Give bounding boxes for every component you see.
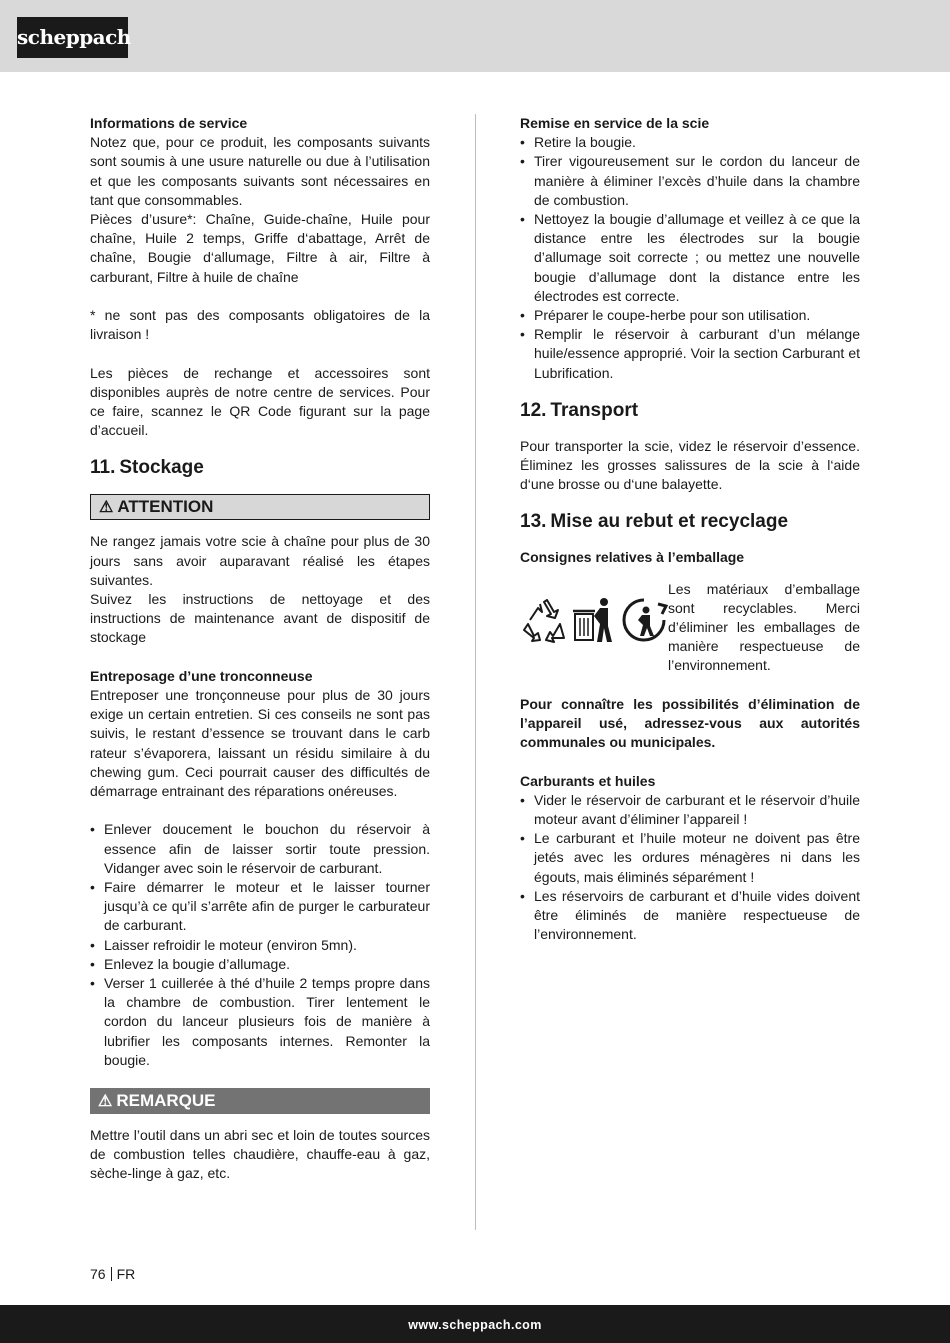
bottom-bar (0, 1305, 950, 1343)
list-item: • Préparer le coupe-herbe pour son utilisation. (520, 306, 860, 325)
brand-logo: scheppach (17, 17, 128, 58)
attention-paragraph-2: Suivez les instructions de nettoyage et des instructions de maintenance avant de dispositif de stockage (90, 591, 430, 646)
remarque-paragraph: Mettre l’outil dans un abri sec et loin de toutes sources de combustion telles chaudière, chauffe-eau à gaz, sèche-linge à gaz, etc. (90, 1127, 430, 1182)
wear-parts-paragraph: Pièces d’usure*: Chaîne, Guide-chaîne, Huile pour chaîne, Huile 2 temps, Griffe d‘abattage, Arrêt de chaîne, Bougie d‘allumage, Filtre à air, Filtre à carburant, Filtre à huile de chaîne (90, 211, 430, 285)
list-item: • Vider le réservoir de carburant et le réservoir d’huile moteur avant d’éliminer l’appareil ! (520, 791, 860, 829)
section-heading-transport: 12. Transport (520, 399, 639, 421)
footer-separator (111, 1267, 112, 1281)
trash-bin-person-icon (572, 596, 616, 644)
service-heading: Informations de service (90, 115, 248, 131)
list-item: • Enlever doucement le bouchon du réservoir à essence afin de laisser sortir toute pression. Vidanger avec soin le réservoir de carburant. (90, 820, 430, 878)
language-code: FR (116, 1266, 136, 1282)
entreposage-heading: Entreposage d’une tronconneuse (90, 667, 313, 684)
attention-box (90, 494, 430, 520)
transport-paragraph: Pour transporter la scie, videz le réservoir d’essence. Éliminez les grosses salissures de la scie à l‘aide d‘une brosse ou d‘une balayette. (520, 437, 860, 493)
page-number: 76 (90, 1266, 106, 1282)
carburants-heading: Carburants et huiles (520, 772, 656, 789)
entreposage-paragraph: Entreposer une tronçonneuse pour plus de 30 jours exige un certain entretien. Si ces conseils ne sont pas suivis, le restant d’essence se trouvant dans le carb rateur s’évaporera, laissant un résidu similaire à du chewing gum. Ceci pourrait causer des difficultés de démarrage entrainant des réparations onéreuses. (90, 687, 430, 800)
list-item: • Laisser refroidir le moteur (environ 5mn). (90, 936, 430, 955)
section-heading-stockage: 11. Stockage (90, 457, 204, 479)
list-item: • Enlevez la bougie d’allumage. (90, 955, 430, 974)
list-item: • Les réservoirs de carburant et d’huile vides doivent être éliminés de manière respectueuse de l’environnement. (520, 887, 860, 945)
wear-parts-note: * ne sont pas des composants obligatoires de la livraison ! (90, 307, 430, 343)
spare-parts-paragraph: Les pièces de rechange et accessoires sont disponibles auprès de notre centre de services. Pour ce faire, scannez le QR Code figurant sur la page d’accueil. (90, 364, 430, 439)
attention-label: ATTENTION (117, 497, 214, 517)
warning-triangle-icon: ⚠ (99, 499, 114, 517)
remise-heading: Remise en service de la scie (520, 115, 710, 131)
list-item: • Remplir le réservoir à carburant d’un mélange huile/essence approprié. Voir la section Carburant et Lubrification. (520, 325, 860, 383)
elimination-paragraph: Pour connaître les possibilités d’élimination de l’appareil usé, adressez-vous aux autorités communales ou municipales. (520, 695, 860, 751)
list-item: • Retire la bougie. (520, 133, 860, 152)
remarque-box (90, 1088, 430, 1114)
remarque-label: REMARQUE (116, 1091, 216, 1111)
left-column (90, 114, 430, 1184)
list-item: • Tirer vigoureusement sur le cordon du lanceur de manière à éliminer l’excès d’huile dans la chambre de combustion. (520, 152, 860, 210)
emballage-paragraph: Les matériaux d’emballage sont recyclables. Merci d’éliminer les emballages de manière respectueuse de l’environnement. (668, 580, 860, 674)
list-item: • Nettoyez la bougie d’allumage et veillez à ce que la distance entre les électrodes sur la bougie d’allumage soit correcte ; ou mettez une nouvelle bougie d’allumage dont la distance entre les électrodes est correcte. (520, 210, 860, 306)
emballage-heading: Consignes relatives à l’emballage (520, 549, 745, 566)
section-heading-rebut: 13. Mise au rebut et recyclage (520, 511, 789, 533)
recycle-person-icon (620, 596, 668, 644)
column-divider (475, 114, 476, 1230)
warning-triangle-icon: ⚠ (98, 1093, 113, 1111)
attention-paragraph: Ne rangez jamais votre scie à chaîne pour plus de 30 jours sans avoir auparavant réalisé les étapes suivantes. (90, 533, 430, 588)
list-item: • Faire démarrer le moteur et le laisser tourner jusqu’à ce qu’il s’arrête afin de purger le carburateur de carburant. (90, 878, 430, 936)
list-item: • Le carburant et l’huile moteur ne doivent pas être jetés avec les ordures ménagères ni dans les égouts, mais éliminés séparément ! (520, 829, 860, 887)
carburants-list (520, 791, 860, 945)
storage-steps-list (90, 820, 430, 1070)
list-item: • Verser 1 cuillerée à thé d’huile 2 temps propre dans la chambre de combustion. Tirer lentement le cordon du lanceur plusieurs fois de manière à lubrifier les composants internes. Remonter la bougie. (90, 974, 430, 1070)
website-link[interactable]: www.scheppach.com (408, 1318, 542, 1332)
remise-steps-list (520, 133, 860, 383)
recycle-icon (520, 596, 568, 644)
recycling-block (520, 580, 860, 676)
right-column (520, 114, 860, 944)
service-paragraph: Notez que, pour ce produit, les composants suivants sont soumis à une usure naturelle ou due à l’utilisation et que les composants suivants sont nécessaires en tant que consommables. (90, 134, 430, 208)
page-footer (90, 1265, 135, 1284)
recycling-icons (520, 590, 668, 650)
header-bar (0, 0, 950, 72)
